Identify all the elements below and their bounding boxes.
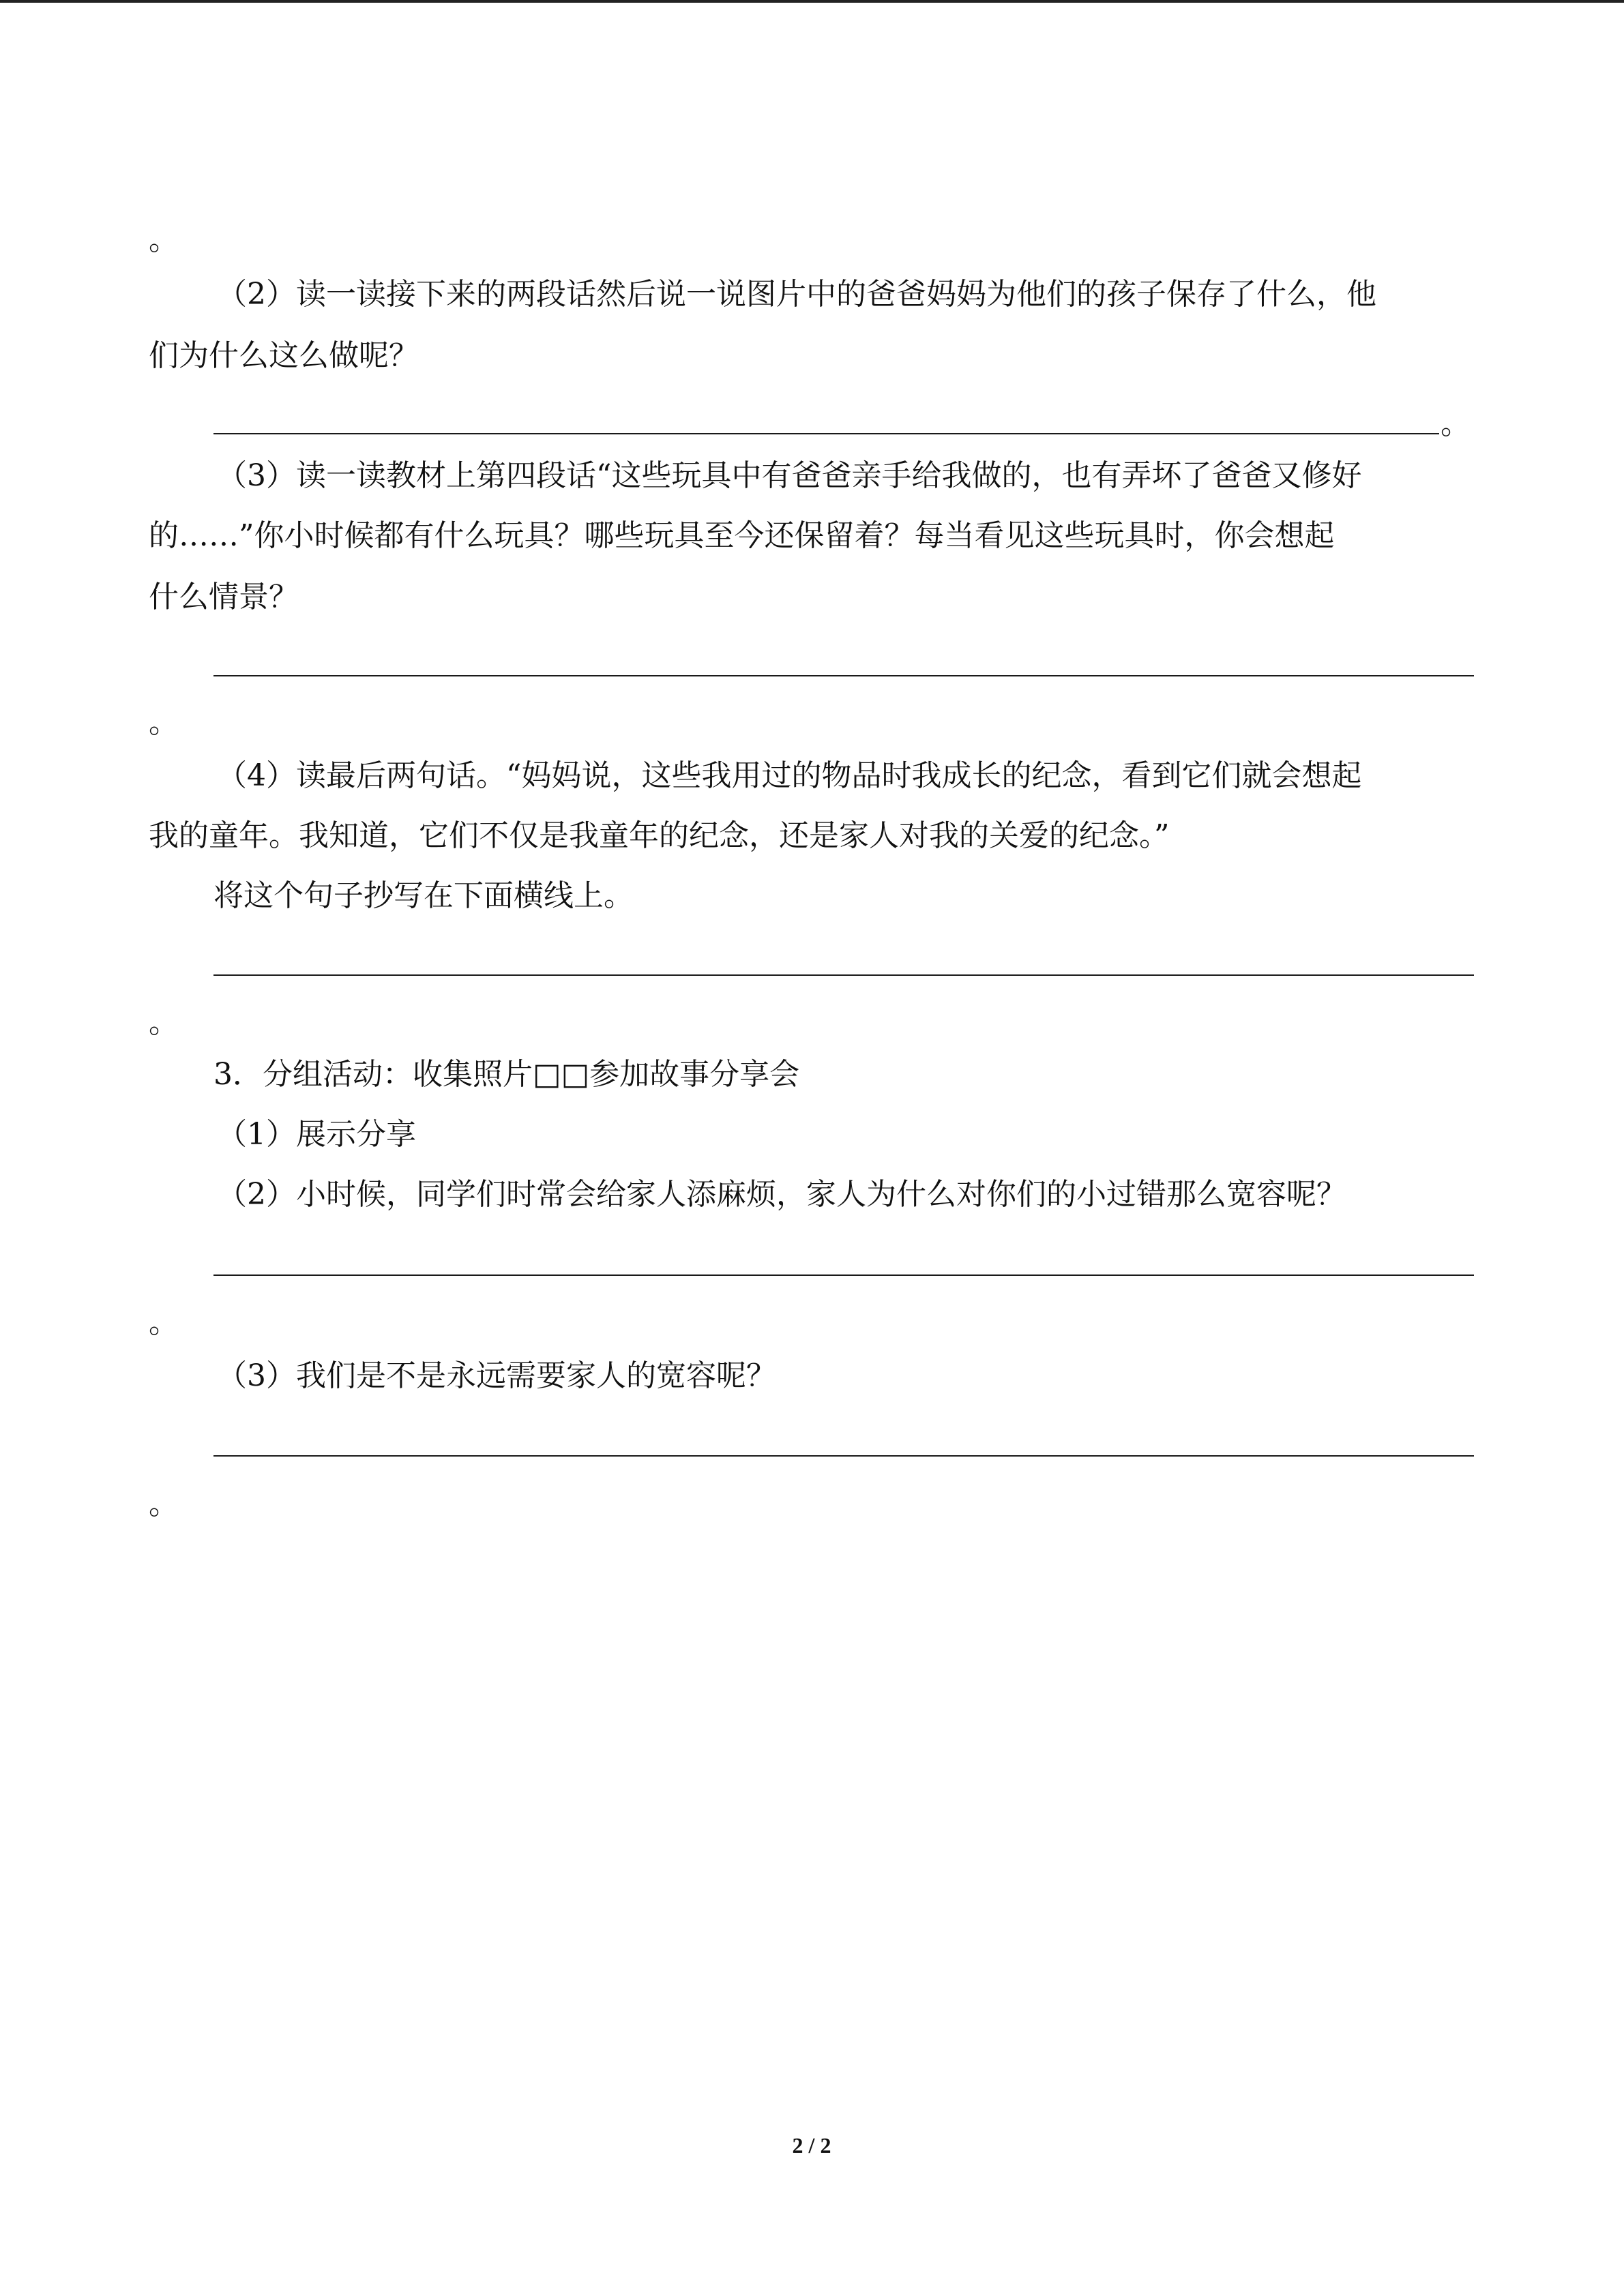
section-3-sub2: （2）小时候，同学们时常会给家人添麻烦，家人为什么对你们的小过错那么宽容呢？ bbox=[217, 1177, 1346, 1212]
page-top-border bbox=[0, 0, 1624, 3]
question-2-4-line2: 我的童年。我知道，它们不仅是我童年的纪念，还是家人对我的关爱的纪念。” bbox=[149, 818, 1170, 853]
question-2-4-line1: （4）读最后两句话。“妈妈说，这些我用过的物品时我成长的纪念，看到它们就会想起 bbox=[217, 758, 1362, 793]
answer-end-mark: 。 bbox=[149, 1305, 179, 1340]
answer-end-mark: 。 bbox=[149, 1487, 179, 1521]
question-2-3-line2: 的……”你小时候都有什么玩具？哪些玩具至今还保留着？每当看见这些玩具时，你会想起 bbox=[149, 518, 1335, 553]
answer-line bbox=[213, 1455, 1474, 1457]
answer-end-mark: 。 bbox=[149, 222, 179, 257]
answer-end-mark: 。 bbox=[1441, 406, 1471, 441]
page-number: 2 / 2 bbox=[792, 2133, 831, 2158]
question-2-3-line3: 什么情景？ bbox=[149, 580, 299, 614]
answer-line bbox=[213, 1274, 1474, 1276]
section-3-sub3: （3）我们是不是永远需要家人的宽容呢？ bbox=[217, 1358, 776, 1393]
question-2-2-line1: （2）读一读接下来的两段话然后说一说图片中的爸爸妈妈为他们的孩子保存了什么，他 bbox=[217, 277, 1376, 312]
section-3-title: 3．分组活动：收集照片□□参加故事分享会 bbox=[213, 1057, 800, 1092]
answer-line bbox=[213, 675, 1474, 676]
question-2-3-line1: （3）读一读教材上第四段话“这些玩具中有爸爸亲手给我做的，也有弄坏了爸爸又修好 bbox=[217, 458, 1362, 493]
question-2-2-line2: 们为什么这么做呢？ bbox=[149, 338, 419, 373]
answer-line bbox=[213, 974, 1474, 976]
question-2-4-line3: 将这个句子抄写在下面横线上。 bbox=[213, 878, 634, 913]
answer-end-mark: 。 bbox=[149, 1005, 179, 1040]
answer-line bbox=[213, 433, 1439, 434]
answer-end-mark: 。 bbox=[149, 705, 179, 740]
section-3-sub1: （1）展示分享 bbox=[217, 1117, 416, 1152]
